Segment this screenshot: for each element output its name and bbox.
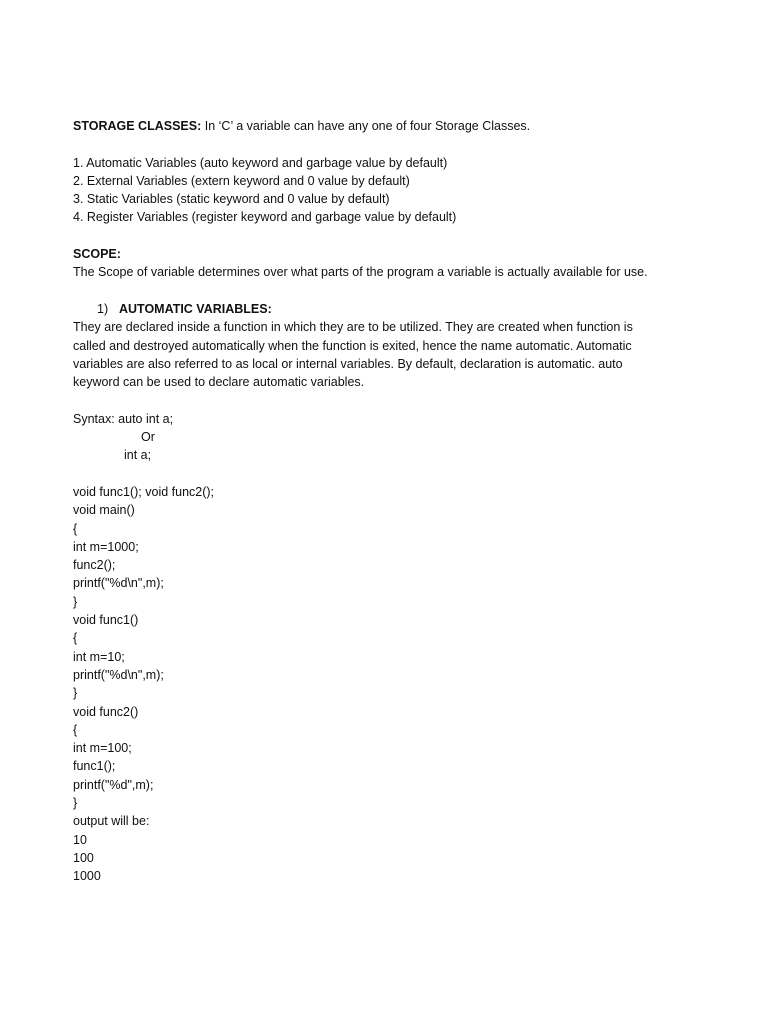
storage-classes-heading: STORAGE CLASSES: xyxy=(73,119,202,133)
storage-class-item: 3. Static Variables (static keyword and 0 value by default) xyxy=(73,192,390,207)
code-line: func1(); xyxy=(73,759,116,774)
storage-classes-intro xyxy=(73,117,733,135)
output-value: 100 xyxy=(73,850,94,865)
output-label: output will be: xyxy=(73,814,150,829)
code-line: printf("%d\n",m); xyxy=(73,667,164,682)
automatic-paragraph-line: keyword can be used to declare automatic variables. xyxy=(73,375,365,390)
automatic-paragraph-line: variables are also referred to as local or internal variables. By default, declaration is automatic. auto xyxy=(73,356,623,371)
code-line: void func1(); void func2(); xyxy=(73,484,215,499)
code-line: } xyxy=(73,686,78,701)
document-page xyxy=(73,117,733,885)
storage-class-item: 1. Automatic Variables (auto keyword and garbage value by default) xyxy=(73,155,448,170)
code-line: int m=1000; xyxy=(73,539,139,554)
section-title: AUTOMATIC VARIABLES: xyxy=(119,301,272,316)
automatic-paragraph-line: called and destroyed automatically when the function is exited, hence the name automatic. Automatic xyxy=(73,338,632,353)
section-number: 1) xyxy=(97,301,109,316)
output-value: 1000 xyxy=(73,869,101,884)
code-line: } xyxy=(73,795,78,810)
scope-heading: SCOPE: xyxy=(73,247,121,262)
code-line: } xyxy=(73,594,78,609)
code-line: printf("%d",m); xyxy=(73,777,154,792)
syntax-or: Or xyxy=(141,430,155,445)
storage-class-item: 4. Register Variables (register keyword and garbage value by default) xyxy=(73,210,457,225)
code-line: void func2() xyxy=(73,704,139,719)
code-line: void main() xyxy=(73,503,135,518)
code-line: { xyxy=(73,722,78,737)
syntax-line: Syntax: auto int a; xyxy=(73,411,174,426)
code-line: func2(); xyxy=(73,558,116,573)
code-block xyxy=(73,483,733,812)
syntax-alt: int a; xyxy=(124,448,152,463)
code-line: { xyxy=(73,521,78,536)
output-value: 10 xyxy=(73,832,87,847)
code-line: void func1() xyxy=(73,613,139,628)
automatic-variables-heading xyxy=(73,300,733,318)
storage-classes-intro-text: In ‘C’ a variable can have any one of four Storage Classes. xyxy=(201,119,531,133)
storage-class-item: 2. External Variables (extern keyword and 0 value by default) xyxy=(73,173,410,188)
code-line: int m=10; xyxy=(73,649,125,664)
code-line: int m=100; xyxy=(73,741,132,756)
automatic-paragraph-line: They are declared inside a function in which they are to be utilized. They are created when function is xyxy=(73,320,633,335)
scope-text: The Scope of variable determines over what parts of the program a variable is actually available for use. xyxy=(73,265,648,280)
code-line: { xyxy=(73,631,78,646)
code-line: printf("%d\n",m); xyxy=(73,576,164,591)
